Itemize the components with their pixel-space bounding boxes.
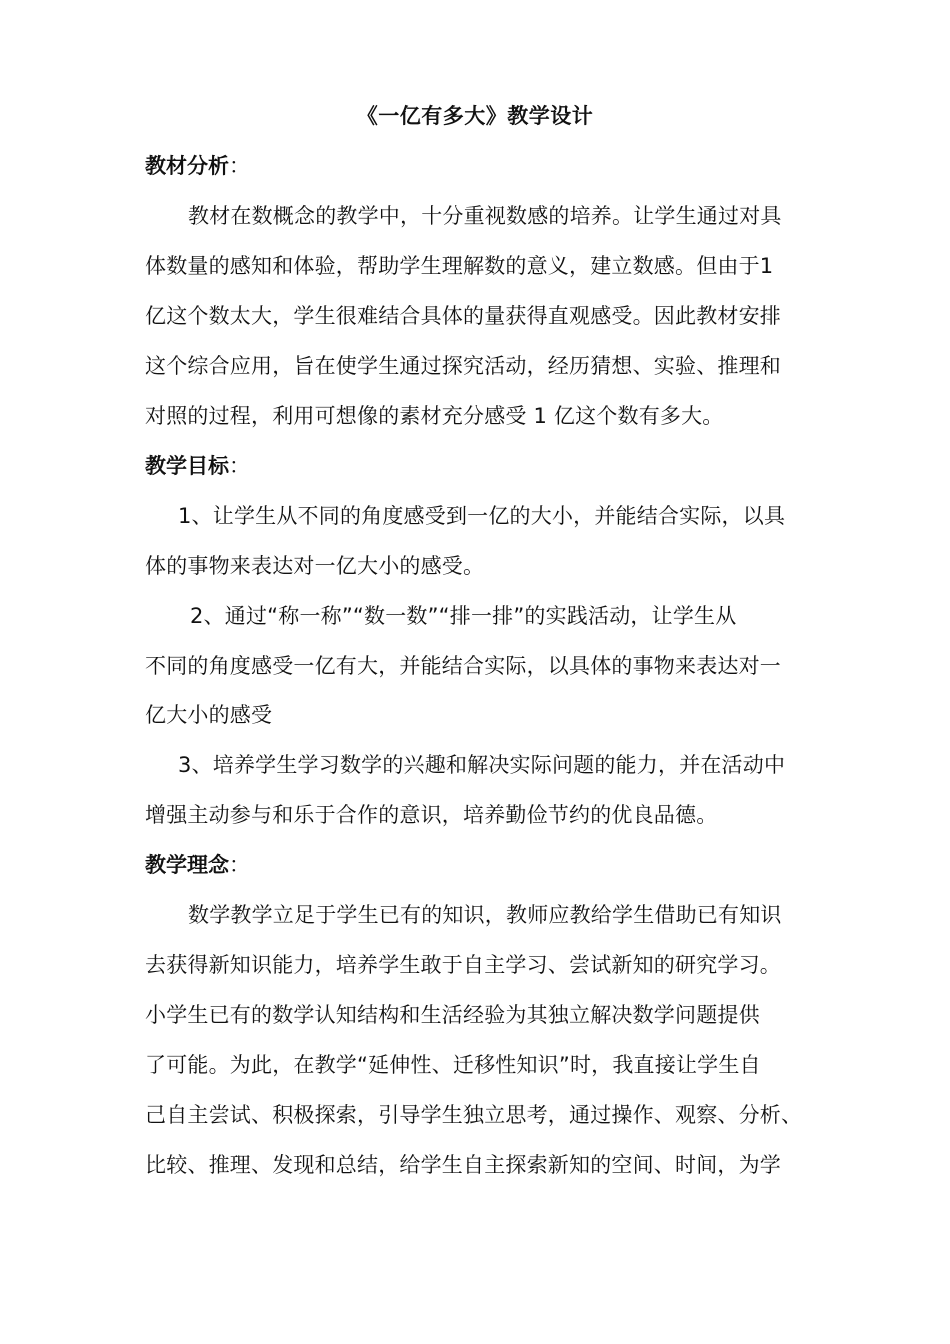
paragraph-line: 数学教学立足于学生已有的知识，教师应教给学生借助已有知识 (188, 903, 782, 927)
paragraph-line: 己自主尝试、积极探索，引导学生独立思考，通过操作、观察、分析、 (145, 1103, 803, 1127)
section-heading-text: 教学目标 (145, 454, 229, 478)
paragraph-line: 亿这个数太大，学生很难结合具体的量获得直观感受。因此教材安排 (145, 304, 781, 328)
paragraph-line: 体的事物来表达对一亿大小的感受。 (145, 554, 485, 578)
paragraph-line: 不同的角度感受一亿有大，并能结合实际，以具体的事物来表达对一 (145, 654, 781, 678)
paragraph-line: 小学生已有的数学认知结构和生活经验为其独立解决数学问题提供 (145, 1003, 760, 1027)
paragraph-line: 体数量的感知和体验，帮助学生理解数的意义，建立数感。但由于1 (145, 254, 774, 278)
heading-colon: ： (229, 454, 250, 478)
heading-colon: ： (229, 154, 250, 178)
section-heading-teaching-philosophy (145, 850, 250, 880)
document-title: 《一亿有多大》教学设计 (356, 104, 594, 128)
paragraph-line: 增强主动参与和乐于合作的意识，培养勤俭节约的优良品德。 (145, 803, 718, 827)
section-heading-text: 教学理念 (145, 853, 229, 877)
paragraph-line: 去获得新知识能力，培养学生敢于自主学习、尝试新知的研究学习。 (145, 953, 781, 977)
list-item-goal-1: 1、让学生从不同的角度感受到一亿的大小，并能结合实际，以具 (178, 504, 786, 528)
paragraph-line: 这个综合应用，旨在使学生通过探究活动，经历猜想、实验、推理和 (145, 354, 781, 378)
section-heading-text: 教材分析 (145, 154, 229, 178)
paragraph-line: 比较、推理、发现和总结，给学生自主探索新知的空间、时间，为学 (145, 1153, 781, 1177)
paragraph-line: 了可能。为此，在教学“延伸性、迁移性知识”时，我直接让学生自 (145, 1053, 761, 1077)
paragraph-line: 对照的过程，利用可想像的素材充分感受 1 亿这个数有多大。 (145, 404, 724, 428)
list-item-goal-3: 3、培养学生学习数学的兴趣和解决实际问题的能力，并在活动中 (178, 753, 786, 777)
list-item-goal-2: 2、通过“称一称”“数一数”“排一排”的实践活动，让学生从 (190, 604, 737, 628)
section-heading-teaching-goals (145, 451, 250, 481)
section-heading-textbook-analysis (145, 151, 250, 181)
paragraph-line: 亿大小的感受 (145, 703, 273, 727)
paragraph-line: 教材在数概念的教学中，十分重视数感的培养。让学生通过对具 (188, 204, 782, 228)
heading-colon: ： (229, 853, 250, 877)
